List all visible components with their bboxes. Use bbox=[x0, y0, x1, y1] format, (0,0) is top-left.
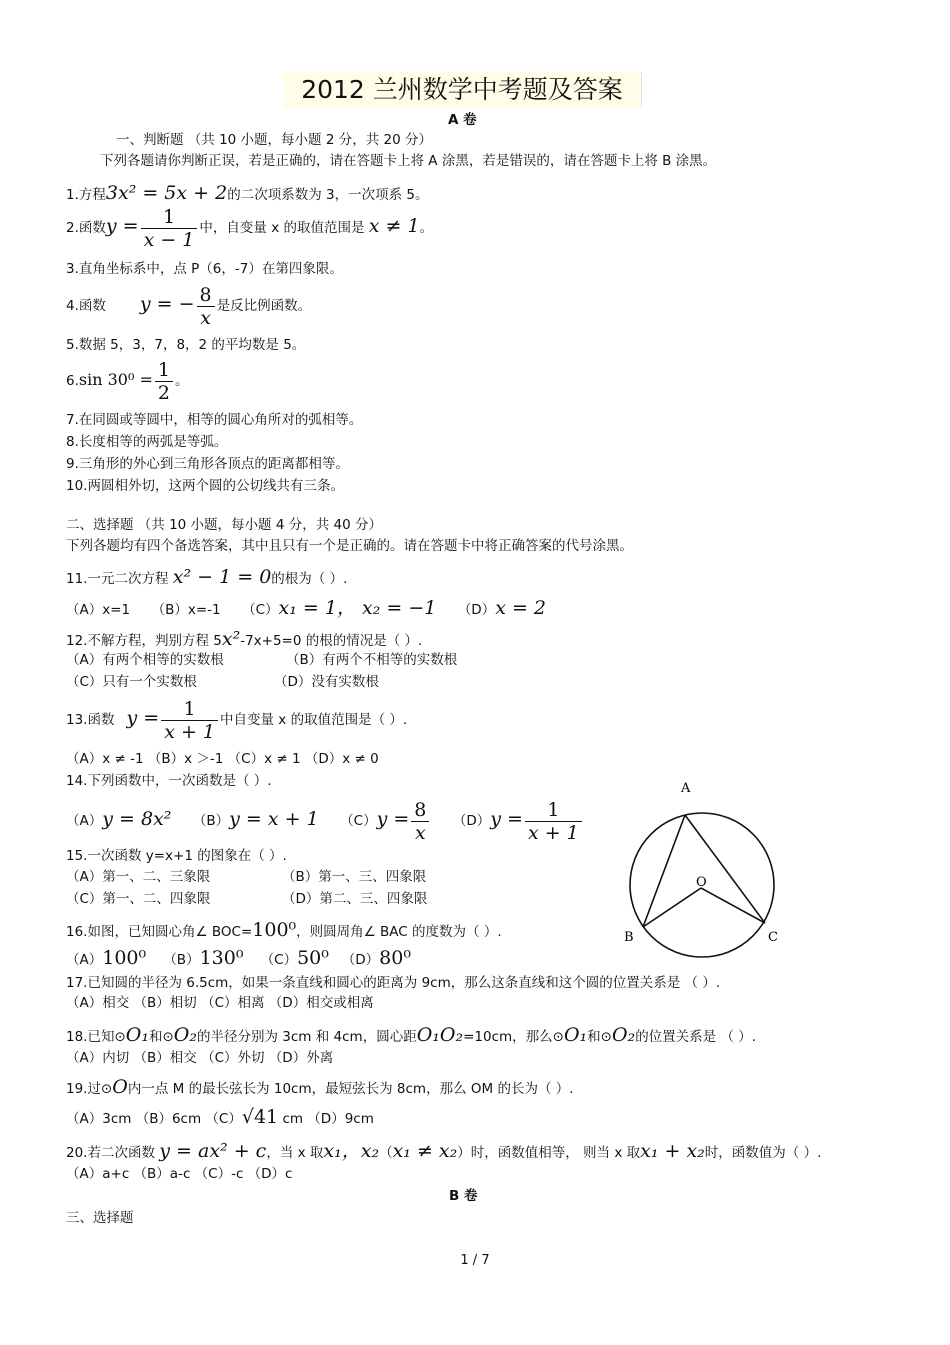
question-8: 8.长度相等的两弧是等弧。 bbox=[66, 434, 228, 450]
point-o-label: O bbox=[696, 875, 707, 890]
page-title: 2012 兰州数学中考题及答案 bbox=[283, 72, 642, 108]
question-16: 16.如图，已知圆心角∠ BOC=100⁰，则圆周角∠ BAC 的度数为（ ）. bbox=[66, 919, 502, 941]
question-15-option-d: （D）第二、三、四象限 bbox=[282, 891, 428, 907]
question-18: 18.已知⊙O₁和⊙O₂的半径分别为 3cm 和 4cm，圆心距O₁O₂=10cm，那么⊙O₁和⊙O₂的位置关系是 （ ）. bbox=[66, 1024, 757, 1046]
fraction: $\frac{8}{x}$ bbox=[197, 284, 215, 329]
question-20: 20.若二次函数 y = ax² + c，当 x 取x₁，x₂（x₁ ≠ x₂）时，函数值相等， 则当 x 取x₁ + x₂时，函数值为（ ）. bbox=[66, 1140, 822, 1162]
question-12-option-d: （D）没有实数根 bbox=[274, 674, 379, 690]
fraction: $\frac{1}{x - 1}$ bbox=[141, 206, 198, 251]
question-13: 13.函数 y = $\frac{1}{x + 1}$ 中自变量 x 的取值范围是（ ）. bbox=[66, 697, 408, 743]
radius-ob bbox=[643, 888, 701, 927]
question-9: 9.三角形的外心到三角形各顶点的距离都相等。 bbox=[66, 456, 349, 472]
fraction: $\frac{1}{x + 1}$ bbox=[161, 698, 218, 743]
section2-instructions: 下列各题均有四个备选答案，其中且只有一个是正确的。请在答题卡中将正确答案的代号涂黑。 bbox=[66, 538, 633, 554]
question-2: 2.函数y = $\frac{1}{x - 1}$ 中，自变量 x 的取值范围是 x ≠ 1。 bbox=[66, 205, 434, 251]
question-15-option-a: （A）第一、二、三象限 bbox=[66, 869, 211, 885]
question-10: 10.两圆相外切，这两个圆的公切线共有三条。 bbox=[66, 478, 344, 494]
section3-heading: 三、选择题 bbox=[66, 1210, 134, 1226]
radius-oc bbox=[701, 888, 765, 923]
question-17: 17.已知圆的半径为 6.5cm，如果一条直线和圆心的距离为 9cm，那么这条直线和这个圆的位置关系是 （ ）. bbox=[66, 975, 721, 991]
question-12-option-c: （C）只有一个实数根 bbox=[66, 674, 197, 690]
question-13-options: （A）x ≠ -1 （B）x ＞-1 （C）x ≠ 1 （D）x ≠ 0 bbox=[66, 751, 379, 767]
question-14: 14.下列函数中，一次函数是（ ）. bbox=[66, 773, 272, 789]
question-18-options: （A）内切 （B）相交 （C）外切 （D）外离 bbox=[66, 1050, 334, 1066]
question-17-options: （A）相交 （B）相切 （C）相离 （D）相交或相离 bbox=[66, 995, 374, 1011]
fraction: $\frac{8}{x}$ bbox=[411, 799, 429, 844]
question-15: 15.一次函数 y=x+1 的图象在（ ）. bbox=[66, 848, 287, 864]
question-7: 7.在同圆或等圆中，相等的圆心角所对的弧相等。 bbox=[66, 412, 363, 428]
question-1: 1.方程3x² = 5x + 2的二次项系数为 3，一次项系 5。 bbox=[66, 182, 429, 204]
chord-ab bbox=[643, 815, 685, 927]
point-a-label: A bbox=[681, 781, 691, 796]
question-12-option-b: （B）有两个不相等的实数根 bbox=[286, 652, 458, 668]
question-16-options: （A）100⁰ （B）130⁰ （C）50⁰ （D）80⁰ bbox=[66, 947, 411, 969]
question-14-options: （A）y = 8x² （B）y = x + 1 （C）y = $\frac{8}{x}$ （D）y = $\frac{1}{x + 1}$ bbox=[66, 794, 584, 848]
question-12-option-a: （A）有两个相等的实数根 bbox=[66, 652, 224, 668]
point-b-label: B bbox=[624, 930, 634, 945]
question-5: 5.数据 5，3，7，8，2 的平均数是 5。 bbox=[66, 337, 306, 353]
page-number: 1 / 7 bbox=[460, 1253, 490, 1268]
section1-instructions: 下列各题请你判断正误，若是正确的，请在答题卡上将 A 涂黑，若是错误的，请在答题卡上将 B 涂黑。 bbox=[100, 153, 717, 169]
chord-ac bbox=[685, 815, 765, 923]
question-4: 4.函数 y = − $\frac{8}{x}$ 是反比例函数。 bbox=[66, 283, 312, 329]
section2-heading: 二、选择题 （共 10 小题，每小题 4 分，共 40 分） bbox=[66, 517, 382, 533]
question-20-options: （A）a+c （B）a-c （C）-c （D）c bbox=[66, 1166, 293, 1182]
question-11-options: （A）x=1 （B）x=-1 （C）x₁ = 1， x₂ = −1 （D）x = 2 bbox=[66, 597, 547, 619]
question-11: 11.一元二次方程 x² − 1 = 0的根为（ ）. bbox=[66, 566, 348, 588]
question-19: 19.过⊙O内一点 M 的最长弦长为 10cm，最短弦长为 8cm，那么 OM 的长为（ ）. bbox=[66, 1076, 574, 1098]
point-c-label: C bbox=[768, 930, 778, 945]
question-6: 6.sin 30⁰ = $\frac{1}{2}$ 。 bbox=[66, 358, 189, 404]
fraction: $\frac{1}{2}$ bbox=[155, 359, 173, 404]
question-12: 12.不解方程，判别方程 5x²-7x+5=0 的根的情况是（ ）. bbox=[66, 628, 423, 650]
question-15-option-b: （B）第一、三、四象限 bbox=[282, 869, 427, 885]
part-a-label: A 卷 bbox=[448, 112, 477, 128]
section1-heading: 一、判断题 （共 10 小题，每小题 2 分，共 20 分） bbox=[116, 132, 432, 148]
question-3: 3.直角坐标系中，点 P（6，-7）在第四象限。 bbox=[66, 261, 343, 277]
circle-figure bbox=[617, 775, 797, 980]
fraction: $\frac{1}{x + 1}$ bbox=[525, 799, 582, 844]
math-expression: 3x² = 5x + 2 bbox=[105, 182, 228, 204]
part-b-label: B 卷 bbox=[449, 1188, 478, 1204]
question-15-option-c: （C）第一、二、四象限 bbox=[66, 891, 211, 907]
question-19-options: （A）3cm （B）6cm （C）√41 cm （D）9cm bbox=[66, 1106, 374, 1128]
